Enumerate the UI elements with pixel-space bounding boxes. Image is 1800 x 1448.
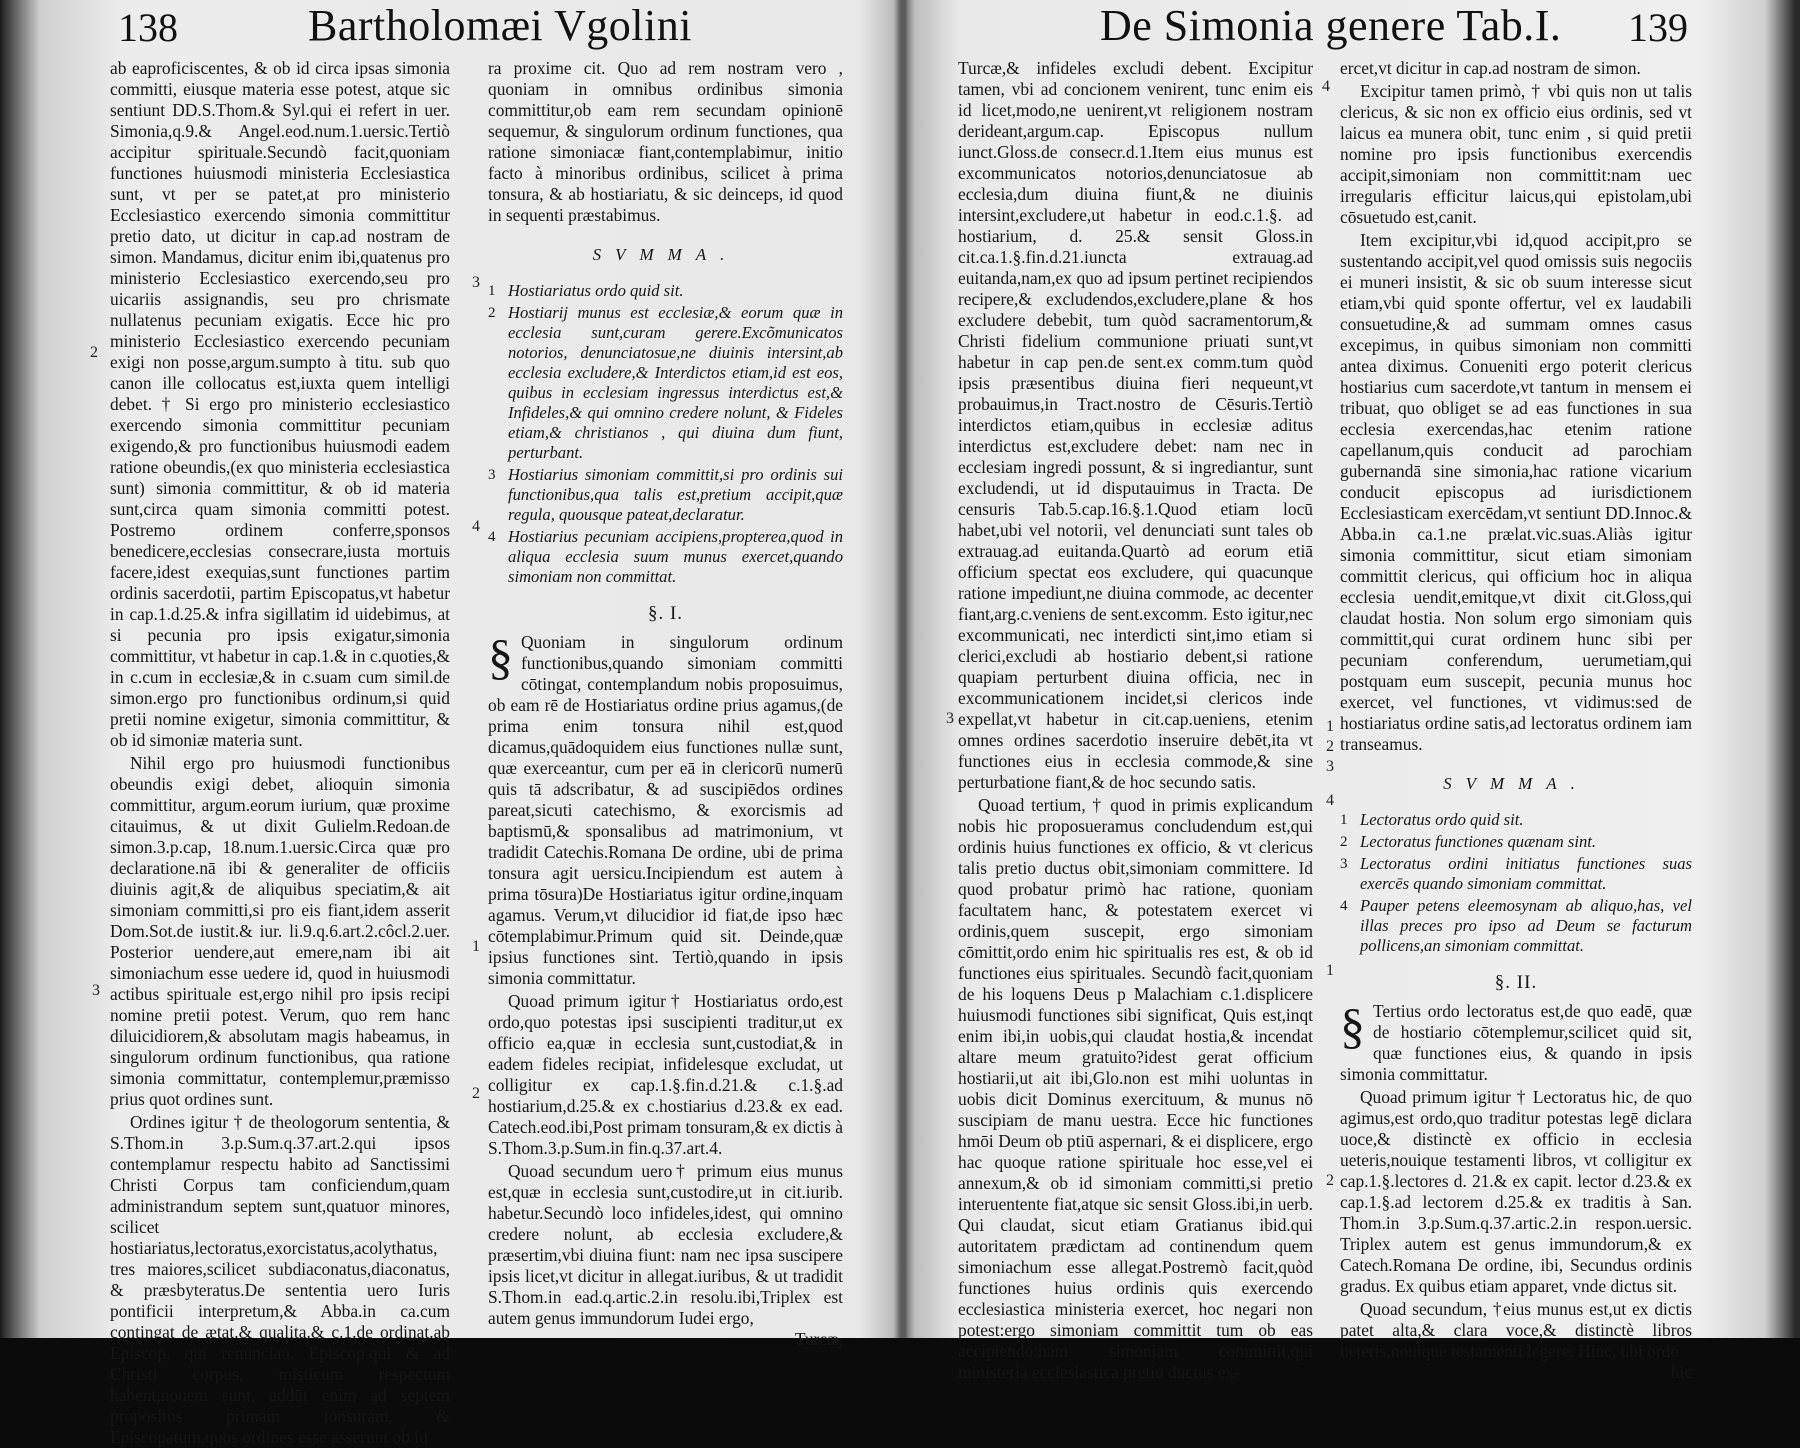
paragraph: Excipitur tamen primò, † vbi quis non ut talis clericus, & sic non ex officio eius ordinis, sed vt laicus ea munera obit, tunc enim , si quid pretii nomine pro ipsis functionibus exercendis accipit,simoniam non committit:nam uec irregularis efficitur laicus,qui epistolam,ubi cōsuetudo est,canit. (1340, 81, 1692, 227)
summa-item-text: Lectoratus ordini initiatus functiones suas exercēs quando simoniam committat. (1360, 854, 1692, 893)
marginal-number: 3 (1326, 758, 1334, 775)
paragraph: Turcæ,& infideles excludi debent. Excipitur tamen, vbi ad concionem venirent, tunc enim eis id licet,modo,ne uenirent,vt religionem nostram derideant,argum.cap. Episcopus nullum iunct.Gloss.de consecr.d.1.Item eius munus est excommunicatos notorios,denunciatosue ab ecclesia,dum diuina fiunt,& ne diuinis intersint,excludere,ut habetur in eod.c.1.§. ad hostiarium, d. 25.& sensit Gloss.in cit.ca.1.§.fin.d.21.iuncta extrauag.ad euitanda,nam,ex quo ad ipsum pertinet recipiendos recipere,& excludendos,excludere,plane & hos excludere debebit, tum quòd sacramentorum,& Christi fidelium communione priuati sunt,vt habetur in cap pen.de sent.ex comm.tum quòd ipsis præsentibus diuina fieri nequeunt,vt probauimus,in Tract.nostro de Cēsuris.Tertiò interdictos etiam,quibus in ecclesiæ aditus interdictus est,excludere debet: nam nec in ecclesiam ingredi possunt, & si ingrediantur, sunt excludendi, ut id disputauimus in Tracta. De censuris Tab.5.cap.16.§.1.Quod etiam locū habet,ubi vel notorii, vel denunciati sunt tales ob extrauag.ad euitanda.Quartò ad eorum etiā officium spectat eos excludere, qui quacunque ratione impediunt,ne diuina commode, ac decenter fiant,arg.c.veniens de sent.excomm. Esto igitur,nec excommunicati, nec interdicti sint,imo etiam si clerici,excludi ab hostiario debent,si ratione quapiam perturbent diuina officia, nec in excommunicationem incidet,si clericos inde expellat,vt habetur in cit.cap.ueniens, etenim omnes ordines sacerdotio inseruire debēt,ita vt functiones eius in ecclesia commode,& sine perturbatione fiant,& de hoc secundo satis. (958, 58, 1313, 792)
marginal-number: 3 (946, 710, 954, 727)
summa-list (488, 281, 843, 587)
marginal-number: 2 (90, 344, 98, 361)
summa-item-text: Hostiarij munus est ecclesiæ,& eorum quæ in ecclesia sunt,curam gerere.Excõmunicatos notorios, denunciatosue,ne diuinis intersint,ab ecclesia excludere,& Interdictos etiam,id est eos, quibus in ecclesiam ingressus interdictus est,& Infideles,& qui omnino credere nolunt, & Fideles etiam,& christianos , qui diuina dum fiunt, perturbant. (508, 303, 843, 462)
paragraph: Item excipitur,vbi id,quod accipit,pro se sustentando accipit,vel quod omissis suis negociis ei muneri insistit, & sic ob suum interesse sicut etiam,vbi quid sponte offertur, vel ex laudabili consuetudine,& ad summam omnes casus excepimus, in quibus simoniam non committi antea diximus. Conueniti ergo poterit clericus hostiarius cum sacerdote,vt tantum in mensem ei tribuat, quo obliget se ad eas functiones in sua ecclesia exercendas,hac etenim ratione capellanum,quis conducit ad parochiam gubernandā sine simonia,hac ratione vicarium conducit episcopus ad iurisdictionem Ecclesiasticam exercēdam,vt sentiunt DD.Innoc.& Abba.in ca.1.ne prælat.vic.suas.Aliàs igitur simonia committitur, sicut etiam simoniam committit clericus, qui officium hoc in aliqua ecclesia uendit,emitque,vt dixit cit.Gloss,qui claudat hostia. Non solum ergo simoniam quis committit,qui curat ordinem hunc sibi per pecuniam conferendum, uerumetiam,qui postquam eum suscepit, pecunia munus hoc exercet, vel functiones, vt vidimus:sed de hostiariatus ordine satis,ad lectoratus ordinem iam transeamus. (1340, 230, 1692, 754)
left-page-number: 138 (118, 5, 178, 50)
section-heading: §. II. (1494, 972, 1538, 993)
summa-heading: SVMMA. (1443, 774, 1589, 793)
summa-item-number: 1 (1340, 812, 1348, 828)
summa-item-text: Pauper petens eleemosynam ab aliquo,has, vel illas preces pro ipso ad Deum se facturum pollicens,an simoniam committat. (1360, 896, 1692, 955)
left-page-column-2 (488, 58, 843, 1349)
summa-item-number: 4 (488, 529, 496, 545)
paragraph: Nihil ergo pro huiusmodi functionibus obeundis exigi debet, alioquin simonia committitur, argum.eorum iurium, quæ proxime citauimus, & ut dixit Gulielm.Redoan.de simon.3.p.cap, 18.num.1.uersic.Circa quæ pro declaratione.nā ibi & generaliter de officiis diuinis agit,& de aliquibus speciatim,& ait simoniam committi,si pro eis fiant,idem asserit Dom.Sot.de iustit.& iur. li.9.q.6.art.2.côcl.2.uer. Posterior uendere,aut emere,nam ibi ait simoniachum esse uedere id, quod in huiusmodi actibus spirituale est,ergo nihil pro ipsis recipi nomine pretii potest. Verum, quo rem hanc diluicidiorem,& absolutam magis habeamus, in singulorum ordinum functionibus, qua ratione simonia committatur, contemplemur,præmisso prius quot ordines sunt. (110, 753, 450, 1109)
summa-item-text: Lectoratus functiones quænam sint. (1360, 832, 1596, 851)
marginal-number: 2 (1326, 1172, 1334, 1189)
right-running-head: De Simonia genere Tab.I. (1100, 1, 1562, 50)
section-mark-initial: § (1340, 998, 1365, 1054)
summa-list (1340, 810, 1692, 956)
paragraph: Quoad primum igitur† Hostiariatus ordo,est ordo,quo potestas ipsi suscipienti traditur,ut ex officio ea,quæ in ecclesia sunt,custodiat,& in eadem fideles recipiat, infidelesque excludat, ut colligitur ex cap.1.§.fin.d.21.& c.1.§.ad hostiarium,d.25.& ex c.hostiarius d.23.& ex ead. Catech.eod.ibi,Post primam tonsuram,& ex dictis à S.Thom.3.p.Sum.in fin.q.37.art.4. (488, 991, 843, 1158)
catchword: hic (1670, 1362, 1692, 1382)
left-page-column-1 (110, 58, 450, 1447)
summa-item (488, 281, 843, 301)
marginal-number: 2 (1326, 738, 1334, 755)
summa-item (488, 303, 843, 463)
marginal-number: 4 (472, 518, 480, 535)
paragraph-text: Quoniam in singulorum ordinum functionibus,quando simoniam committi cōtingat, contemplandum nobis proposuimus, ob eam rē de Hostiariatus ordine prius agamus,(de prima enim tonsura nihil est,quod dicamus,quādoquidem eius functiones nullæ sunt, quæ exerceantur, cum per eā in clericorū numerū quis tā adscribatur, & ad suscipiēdos ordines pareat,sicuti catechismo, & exorcismis ad baptismū,& sponsalibus ad matrimonium, vt tradidit Catechis.Romana De ordine, ubi de prima tonsura agit uersicu.Incipiendum est autem à prima tōsura)De Hostiariatus igitur ordine,inquam agamus. Verum,vt dilucidior id fiat,de ipso hæc cōtemplabimur.Primum quid sit. Deinde,quæ ipsius functiones sint. Tertiò,quando in ipsis simonia committatur. (488, 632, 843, 988)
right-page-column-2 (1340, 58, 1692, 1382)
summa-item-text: Hostiariatus ordo quid sit. (508, 281, 684, 300)
summa-item-number: 2 (488, 305, 496, 321)
paragraph (1340, 998, 1692, 1085)
right-page-number: 139 (1628, 5, 1688, 50)
marginal-number: 3 (472, 274, 480, 291)
left-page-header (118, 2, 878, 60)
catchword: Turcæ, (794, 1329, 843, 1349)
summa-item-number: 3 (1340, 856, 1348, 872)
summa-item (488, 527, 843, 587)
section-mark-initial: § (488, 629, 513, 685)
summa-item-text: Lectoratus ordo quid sit. (1360, 810, 1524, 829)
paragraph (488, 629, 843, 989)
marginal-number: 1 (472, 938, 480, 955)
paragraph: Quoad secundum, †eius munus est,ut ex dictis patet alta,& clara voce,& distinctè libros ueteris,nouique testamenti legere. Hinc, ubi ordo (1340, 1299, 1692, 1361)
summa-item-number: 1 (488, 283, 496, 299)
summa-item-text: Hostiarius pecuniam accipiens,propterea,quod in aliqua ecclesia suum munus exercet,quando simoniam non committat. (508, 527, 843, 586)
paragraph: Quoad primum igitur † Lectoratus hic, de quo agimus,est ordo,quo traditur potestas legē diclara uoce,& distinctè ex officio in ecclesia ueteris,nouique testamenti libros, vt colligitur ex cap.1.§.lectores d. 21.& ex capit. lector d.23.& ex cap.1.§.ad lectorem d.25.& ex traditis à San. Thom.in 3.p.Sum.q.37.artic.2.in respon.uersic. Triplex autem est genus immundorum,& ex Catech.Romana De ordine, ibi, Secundus ordinis gradus. Ex quibus etiam apparet, vnde dictus sit. (1340, 1087, 1692, 1296)
marginal-number: 3 (92, 982, 100, 999)
section-heading: §. I. (647, 603, 684, 624)
right-page-header (1100, 2, 1700, 60)
marginal-number: 2 (472, 1085, 480, 1102)
summa-item (1340, 896, 1692, 956)
marginal-number: 1 (1326, 718, 1334, 735)
summa-item (1340, 832, 1692, 852)
paragraph: ercet,vt dicitur in cap.ad nostram de simon. (1340, 58, 1641, 78)
summa-item-number: 4 (1340, 898, 1348, 914)
summa-heading: SVMMA. (592, 245, 739, 264)
paragraph: Quoad tertium, † quod in primis explicandum nobis hic proposueramus concludendum est,qui ordinis huius functiones ex officio, & vt clericus talis pretio ductus obit,simoniam committere. Id quod probatur primò hac ratione, quoniam facultatem hanc, & potestatem exercet vi ordinis,quem suscepit, ergo simoniam cōmittit,ordo enim hic spiritualis res est, & ob id functiones eius spirituales. Secundò facit,quoniam de his loquens Deus p Malachiam c.1.displicere huiusmodi functiones sibi significat, Quis est,inqt enim ibi,in uobis,qui claudat hostia,& incendat altare meum gratuito?idest gerat officium hostiarii,ut ait ibi,Glo.non est mihi uoluntas in uobis dicit Dominus exercituum, & munus nō suscipiam de manu uestra. Ecce hic functiones hmōi Deum ob ptiū aspernari, & ei displicere, ergo hac quoque ratione spirituale hoc esse,vel ei annexum,& ob id simoniam committi,si pretio interuentente fiat,atque sic sensit Gloss.ibi,in uerb. Qui claudat, sicut etiam Gratianus ibid.qui autoritatem prædictam ad continendum quem simoniachum esse allegat.Postremò facit,quòd functiones huius ordinis quis exercendo ecclesiastica ministeria exercet, hoc negari non potest:ergo simoniam committit tum ob eas accipiendo:nam simoniam committit,qui ministeria ecclesiastica pretio ductus ex- (958, 795, 1313, 1382)
marginal-number: 4 (1322, 78, 1330, 95)
summa-item (1340, 810, 1692, 830)
paragraph: Ordines igitur † de theologorum sententia, & S.Thom.in 3.p.Sum.q.37.art.2.qui ipsos contemplamur respectu habito ad Sanctissimi Christi Corpus tam conficiendum,quam administrandum septem sunt,quatuor minores, scilicet hostiariatus,lectoratus,exorcistatus,acolythatus, tres maiores,scilicet subdiaconatus,diaconatus, & præsbyteratus.De sententia uero Iuris pontificii interpretum,& Abba.in ca.cum contingat de ætat.& qualita.& c.1.de ordinat.ab Episcop. qui renunciau. Episcop.qui & ad Christi corpus, misticum respectum habent,nouem sunt, addūt enim ad septem propositos primam tonsuram, & Episcopatum,quos ordines esse asserunt ob iu (110, 1112, 450, 1447)
summa-item-number: 2 (1340, 834, 1348, 850)
summa-item-number: 3 (488, 467, 496, 483)
paragraph: ra proxime cit. Quo ad rem nostram vero , quoniam in omnibus ordinibus simonia committitur,ob eam rem secundam opinionē sequemur, & singulorum ordinum functiones, qua ratione simoniacæ fiant,contemplabimur, initio facto à minoribus ordinibus, scilicet à prima tonsura, & ab hostiariatu, & sic deinceps, id quod in sequenti præstabimus. (488, 58, 843, 225)
summa-item (488, 465, 843, 525)
summa-item (1340, 854, 1692, 894)
marginal-number: 4 (1326, 792, 1334, 809)
marginal-number: 1 (1326, 962, 1334, 979)
left-running-head: Bartholomæi Vgolini (308, 1, 692, 50)
paragraph: Quoad secundum uero† primum eius munus est,quæ in ecclesia sunt,custodire,ut in cit.iurib. habetur.Secundò loco infideles,idest, qui omnino credere nolunt, ab ecclesia excludere,& præsertim,vbi diuina fiunt: nam nec ipsa suscipere ipsis licet,vt dicitur in allegat.iuribus, & ut tradidit S.Thom.in ead.q.artic.2.in resolu.ibi,Triplex est autem genus immundorum Iudei ergo, (488, 1161, 843, 1328)
paragraph: ab eaproficiscentes, & ob id circa ipsas simonia committi, eiusque materia esse potest, atque sic sentiunt DD.S.Thom.& Syl.qui ei refert in uer. Simonia,q.9.& Angel.eod.num.1.uersic.Tertiò accipitur spirituale.Secundò facit,quoniam functiones huiusmodi ministeria Ecclesiastica sunt, vt per se patet,at pro ministerio Ecclesiastico exercendo simonia committitur pretio dato, ut dicitur in cap.ad nostram de simon. Mandamus, dicitur enim ibi,quatenus pro ministerio Ecclesiastico exercendo,seu pro uicariis assignandis, seu pro chrismate nullatenus pecuniam exigatis. Ecce hic pro ministerio Ecclesiastico exercendo pecuniam exigi non posse,argum.sumpto à titu. sub quo canon ille collocatus est,iuxta quem intelligi debet. † Si ergo pro ministerio ecclesiastico exercendo simonia committitur pecuniam exigendo,& pro functionibus huiusmodi eadem ratione obeundis,(ex quo ministeria ecclesiastica sunt) simonia committitur, & ob id materia sunt,circa quam simonia committi potest. Postremo ordinem conferre,sponsos benedicere,ecclesias consecrare,iusta mortuis facere,idest exequias,sunt functiones partim ordinis sacerdotii, partim Episcopatus,vt habetur in cap.1.d.25.& infra sigillatim id uidebimus, at si pecunia pro ipsis exigatur,simonia committitur, vt habetur in cap.1.& in c.quoties,& in c.cum in ecclesiæ,& in c.suam cum simil.de simon.ergo pro functionibus ordinum,si quid pretii nomine exigetur, simonia committitur, & ob id simoniæ materia sunt. (110, 58, 450, 750)
book-gutter (893, 0, 909, 1338)
paragraph-text: Tertius ordo lectoratus est,de quo eadē, quæ de hostiario cōtemplemur,scilicet quid sit, quæ functiones eius, & quando in ipsis simonia committatur. (1340, 1001, 1692, 1084)
right-page-column-1 (958, 58, 1313, 1382)
summa-item-text: Hostiarius simoniam committit,si pro ordinis sui functionibus,qua talis est,pretium accipit,quæ regula, quousque pateat,declaratur. (508, 465, 843, 524)
